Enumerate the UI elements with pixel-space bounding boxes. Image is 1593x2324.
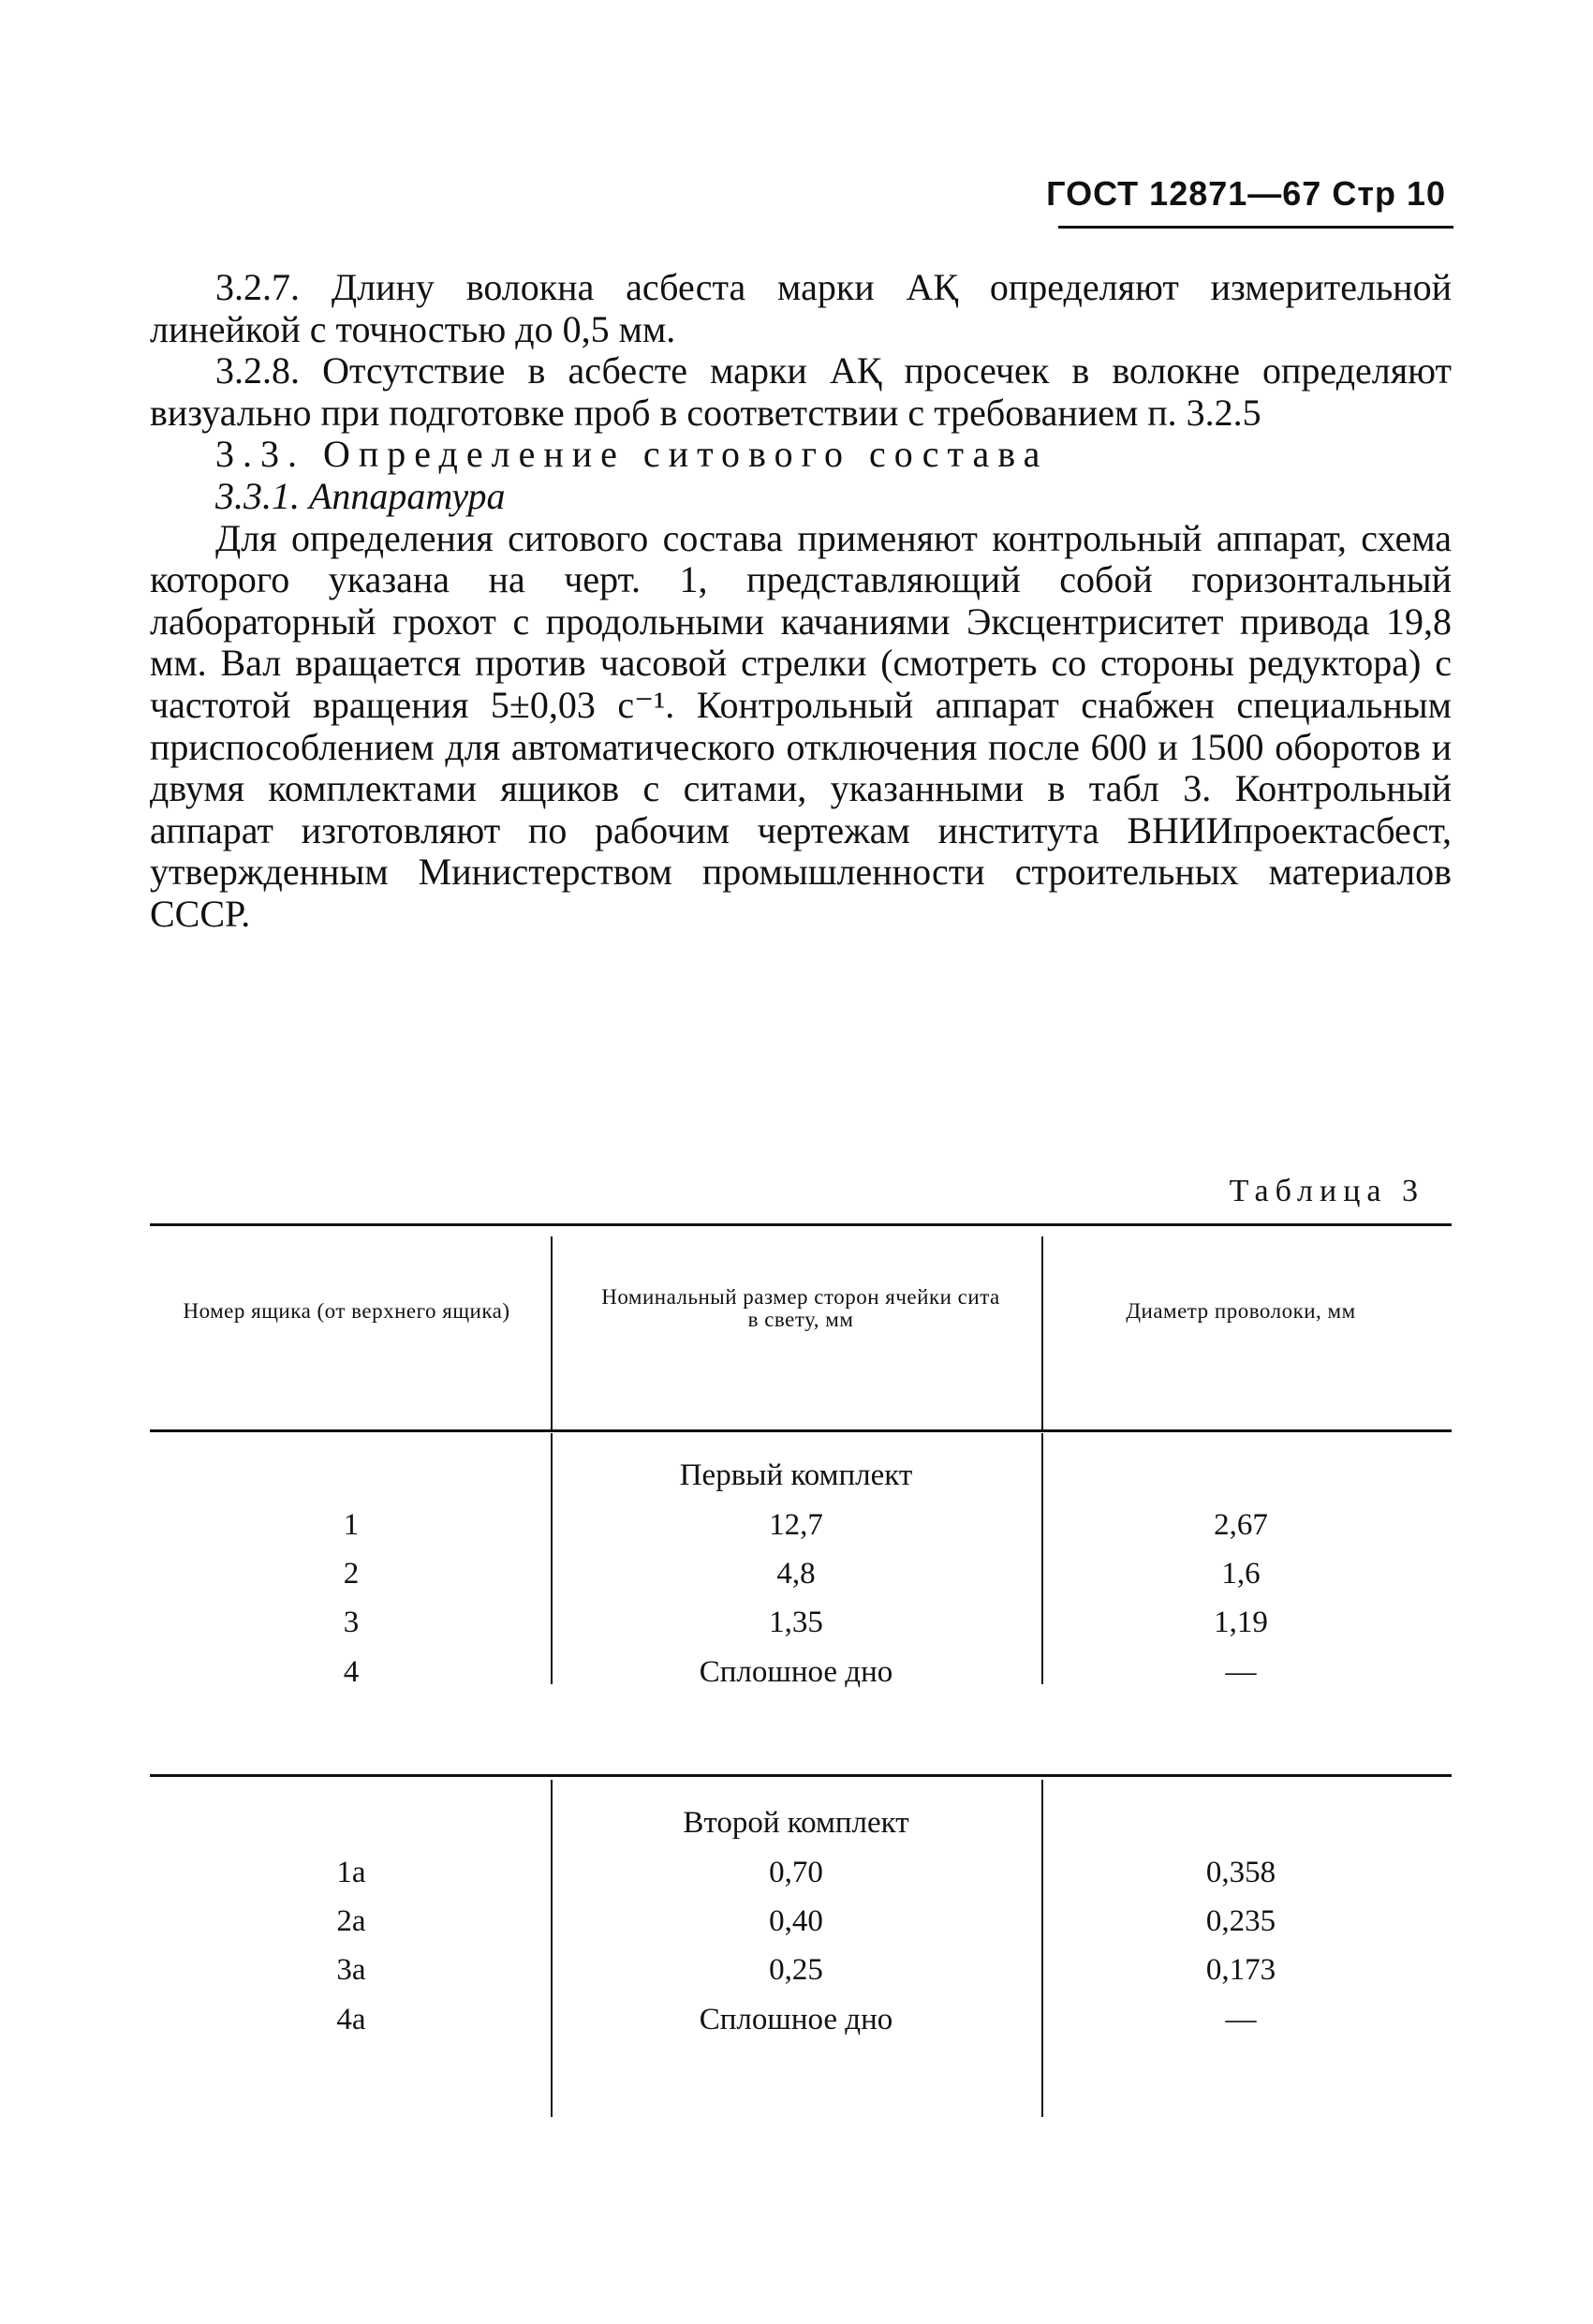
table-col-divider-2c	[1041, 1780, 1043, 2117]
header-mesh-size: Номинальный размер сторон ячейки сита в свету, мм	[601, 1285, 1000, 1331]
table-cell: 3а	[336, 1953, 366, 1987]
table-cell: Сплошное дно	[699, 1655, 893, 1689]
table-cell: 0,70	[769, 1856, 823, 1889]
table-cell: 1	[343, 1508, 360, 1542]
table-caption: Таблица 3	[1229, 1174, 1424, 1208]
table-header-rule	[150, 1429, 1452, 1432]
set-title: Второй комплект	[683, 1806, 909, 1840]
table-col-divider-2b	[1041, 1433, 1043, 1684]
table-cell: 1,6	[1221, 1557, 1261, 1591]
table-cell: 4а	[336, 2003, 366, 2036]
set-title: Первый комплект	[679, 1458, 913, 1492]
table-cell: 12,7	[769, 1508, 823, 1542]
table-col-divider-1b	[551, 1433, 553, 1684]
subsection-heading-3-3-1: 3.3.1. Аппаратура	[215, 474, 506, 517]
table-cell: 3	[343, 1606, 360, 1639]
paragraph-3-2-8: 3.2.8. Отсутствие в асбесте марки АҚ просечек в волокне определяют визуально при подготовке проб в соответствии с требованием п. 3.2.5	[150, 349, 1452, 434]
table-cell: 0,25	[769, 1953, 823, 1987]
table-cell: 0,235	[1205, 1904, 1276, 1938]
table-cell: 0,40	[769, 1904, 823, 1938]
table-cell: 2	[343, 1557, 360, 1591]
table-col-divider-2a	[1041, 1236, 1043, 1429]
paragraph-3-2-7: 3.2.7. Длину волокна асбеста марки АҚ определяют измерительной линейкой с точностью до 0,5 мм.	[150, 266, 1452, 350]
table-col-divider-1a	[551, 1236, 553, 1429]
table-cell: Сплошное дно	[699, 2003, 893, 2036]
section-heading-3-3: 3.3. Определение ситового состава	[215, 433, 1049, 476]
table-cell: 1,19	[1214, 1606, 1268, 1639]
header-wire-diameter: Диаметр проволоки, мм	[1126, 1299, 1356, 1323]
paragraph-3-3-1-body: Для определения ситового состава применяют контрольный аппарат, схема которого указана на черт. 1, представляющий собой горизонтальный лабораторный грохот с продольными качаниями Эксцентриситет привода 19,8 мм. Вал вращается против часовой стрелки (смотреть со стороны редуктора) с частотой вращения 5±0,03 с⁻¹. Контрольный аппарат снабжен специальным приспособлением для автоматического отключения после 600 и 1500 оборотов и двумя комплектами ящиков с ситами, указанными в табл 3. Контрольный аппарат изготовляют по рабочим чертежам института ВНИИпроектасбест, утвержденным Министерством промышленности строительных материалов СССР.	[150, 516, 1452, 935]
table-cell: 2а	[336, 1904, 366, 1938]
table-cell: 4	[343, 1655, 360, 1689]
table-set-divider-rule	[150, 1774, 1452, 1777]
header-box-number: Номер ящика (от верхнего ящика)	[183, 1299, 510, 1323]
table-cell: —	[1225, 2003, 1257, 2036]
table-cell: —	[1225, 1655, 1257, 1689]
table-cell: 4,8	[776, 1557, 816, 1591]
table-cell: 0,358	[1205, 1856, 1276, 1889]
table-top-rule	[150, 1223, 1452, 1226]
table-cell: 1,35	[769, 1606, 823, 1639]
table-cell: 1а	[336, 1856, 366, 1889]
table-col-divider-1c	[551, 1780, 553, 2117]
standard-reference: ГОСТ 12871—67 Стр 10	[1046, 174, 1446, 213]
table-cell: 2,67	[1214, 1508, 1268, 1542]
table-cell: 0,173	[1205, 1953, 1276, 1987]
